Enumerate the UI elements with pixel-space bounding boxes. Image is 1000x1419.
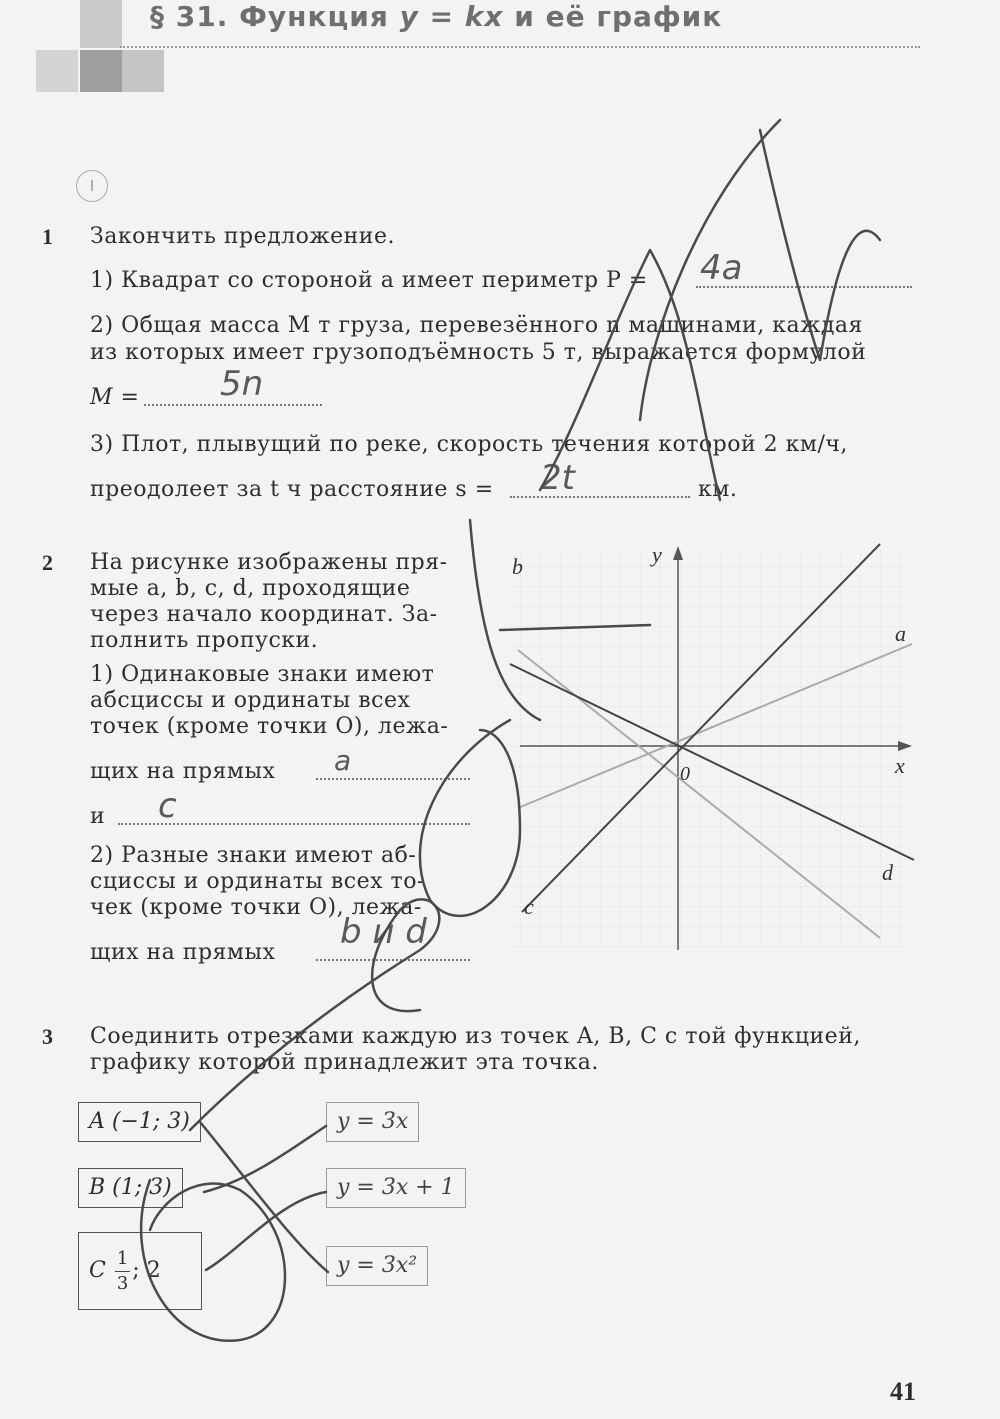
task1-item2-line1: 2) Общая масса M т груза, перевезённого n машинами, каждая [90, 313, 863, 338]
task1-item1: 1) Квадрат со стороной a имеет периметр P = [90, 268, 648, 293]
task2-intro-3: через начало координат. За- [90, 602, 438, 627]
function-box-2: y = 3x + 1 [326, 1168, 466, 1208]
task2-intro-4: полнить пропуски. [90, 628, 319, 653]
point-c-letter: C [89, 1258, 106, 1283]
task2-intro-2: мые a, b, c, d, проходящие [90, 576, 411, 601]
answer-blank [510, 468, 690, 498]
connect-b [204, 1126, 326, 1192]
task2-item2-1: 2) Разные знаки имеют аб- [90, 843, 417, 868]
task2-item2-2: сциссы и ординаты всех то- [90, 869, 425, 894]
function-box-1: y = 3x [326, 1102, 419, 1142]
task1-item3-suffix: км. [698, 477, 738, 502]
point-c-box [78, 1232, 202, 1310]
point-a-box: A (−1; 3) [78, 1102, 201, 1142]
task1-item3-line1: 3) Плот, плывущий по реке, скорость течения которой 2 км/ч, [90, 432, 848, 457]
handwritten-answer: b и d [340, 912, 427, 952]
coordinate-graph [500, 540, 920, 960]
handwritten-answer: 4a [700, 248, 743, 288]
handwritten-answer: a [334, 744, 352, 777]
page-number: 41 [890, 1377, 916, 1406]
task1-item2-prefix: M = [90, 385, 140, 410]
grid [510, 550, 910, 950]
x-axis-label: x [895, 753, 905, 778]
task2-and: и [90, 804, 106, 829]
connect-c [206, 1192, 326, 1270]
page-title: § 31. Функция y = kx и её график [150, 0, 723, 33]
y-axis-label: y [652, 542, 662, 567]
handwritten-answer: 2t [540, 458, 575, 498]
line-a-label: a [895, 621, 906, 646]
handwritten-answer: c [158, 786, 177, 826]
level-mark: I [76, 170, 108, 202]
task2-item2-3: чек (кроме точки O), лежа- [90, 895, 422, 920]
line-c-label: c [524, 894, 534, 919]
task2-item1-3: точек (кроме точки O), лежа- [90, 714, 449, 739]
task-number: 2 [42, 550, 53, 575]
point-c-y: ; 2 [132, 1258, 161, 1283]
task-number: 1 [42, 224, 53, 249]
task2-item2-tail: щих на прямых [90, 940, 276, 965]
point-b-box: B (1; 3) [78, 1168, 183, 1208]
task-number: 3 [42, 1024, 53, 1049]
line-b-label: b [512, 554, 523, 579]
header-square [36, 50, 78, 92]
task2-item1-tail: щих на прямых [90, 759, 276, 784]
task2-intro-1: На рисунке изображены пря- [90, 550, 448, 575]
task1-item2-line2: из которых имеет грузоподъёмность 5 т, выражается формулой [90, 340, 867, 365]
header-rule [120, 46, 920, 48]
task1-intro: Закончить предложение. [90, 224, 395, 249]
task3-line2: графику которой принадлежит эта точка. [90, 1050, 599, 1075]
line-d-label: d [882, 860, 893, 885]
connect-a [200, 1122, 328, 1272]
function-box-3: y = 3x² [326, 1246, 428, 1286]
handwritten-answer: 5n [220, 364, 264, 404]
fraction-denominator: 3 [116, 1272, 129, 1294]
header-square [80, 50, 122, 92]
fraction-numerator: 1 [115, 1247, 130, 1272]
point-c-fraction [115, 1247, 130, 1296]
header-square [122, 50, 164, 92]
origin-label: 0 [680, 763, 690, 785]
header-square [80, 0, 122, 48]
task2-item1-2: абсциссы и ординаты всех [90, 688, 411, 713]
task2-item1-1: 1) Одинаковые знаки имеют [90, 662, 435, 687]
task1-item3-prefix: преодолеет за t ч расстояние s = [90, 477, 494, 502]
task3-line1: Соединить отрезками каждую из точек A, B, C с той функцией, [90, 1024, 861, 1049]
